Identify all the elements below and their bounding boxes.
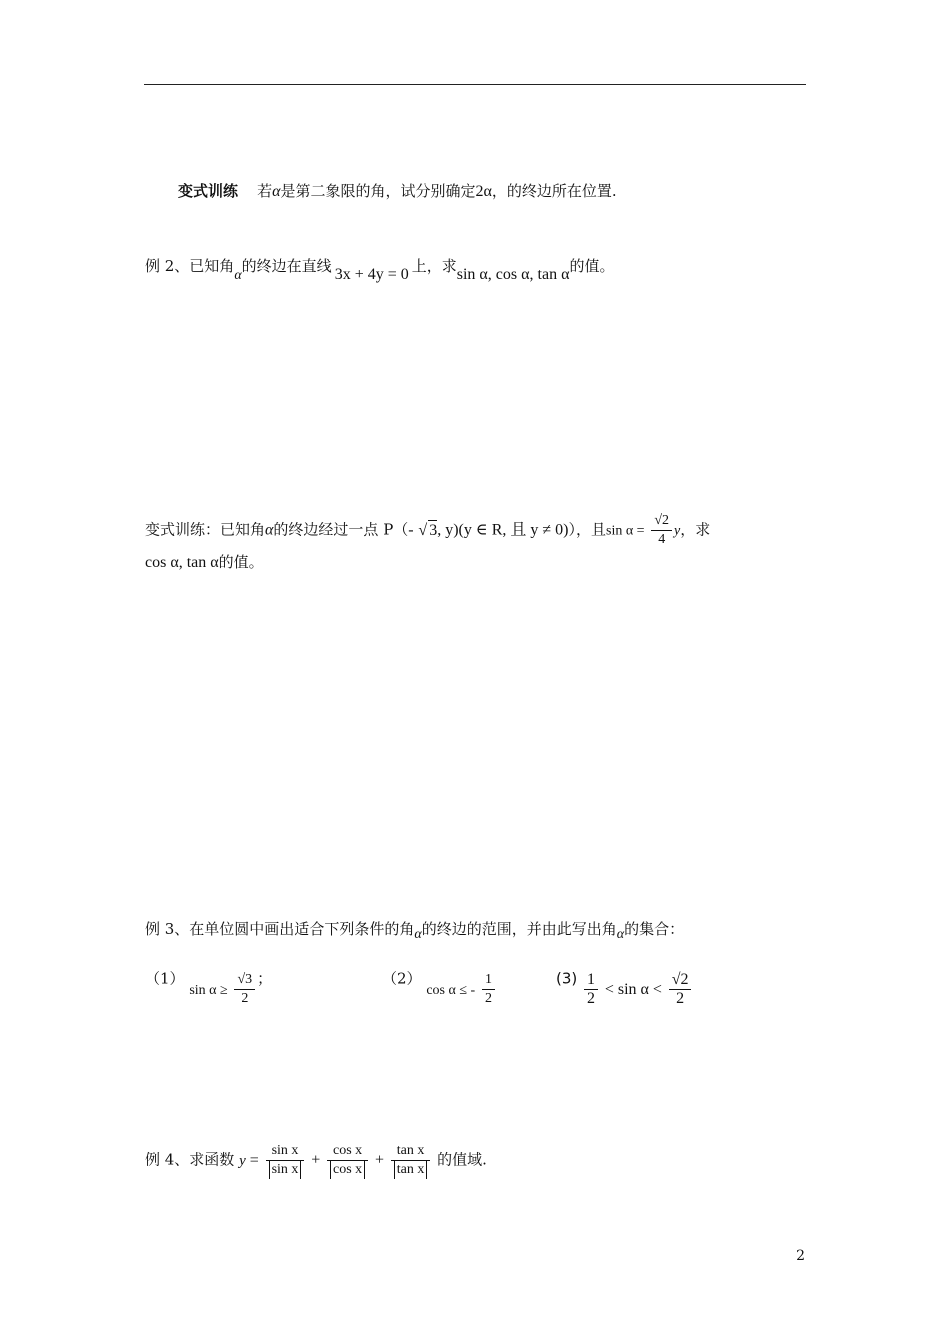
math-plus: + <box>374 1151 384 1169</box>
fraction-sqrt2-over-4: $\frac{√2}{4}$ <box>651 512 672 549</box>
fraction-sqrt2-over-2: $\frac{√2}{2}$ <box>669 971 692 1008</box>
math-functions: sin α, cos α, tan α <box>456 266 570 283</box>
example-2 <box>145 256 615 283</box>
text: 的值。 <box>569 257 615 275</box>
math-alpha: α <box>234 268 242 283</box>
math-equation: 3x + 4y = 0 <box>334 266 409 283</box>
text: 例 4、求函数 <box>145 1150 235 1169</box>
math-2alpha: 2α <box>475 183 492 200</box>
variant-training-1 <box>178 181 617 202</box>
text: 上，求 <box>411 257 457 275</box>
math-y: y <box>674 523 681 539</box>
math-sin: sin α = <box>606 523 645 539</box>
item-label: （1） <box>145 969 185 988</box>
text: 的集合： <box>624 920 685 938</box>
math-y-eq: y = <box>239 1151 259 1169</box>
example-3-item-3 <box>556 961 693 1007</box>
text: ，的终边所在位置. <box>491 182 617 200</box>
text: 若 <box>257 182 273 200</box>
item-label: （2） <box>382 969 422 988</box>
text: 的值。 <box>218 553 264 571</box>
math-plus: + <box>311 1151 321 1169</box>
example-3-item-2 <box>382 961 497 1006</box>
math-alpha: α <box>265 521 274 539</box>
fraction-tanx-over-abs-tanx: $\frac{\text{tan x}}{\text{tan x}}$ <box>391 1142 431 1179</box>
text: ），且 <box>568 520 606 539</box>
math-inequality: < sin α < <box>604 980 662 998</box>
math-alpha: α <box>272 183 281 200</box>
item-label: (3) <box>556 969 578 988</box>
variant-training-2-line2 <box>145 552 264 573</box>
math-lhs: sin α ≥ <box>189 982 228 998</box>
text: 例 2、已知角 <box>145 257 235 275</box>
fraction-1-over-2: $\frac{1}{2}$ <box>482 971 495 1008</box>
fraction-sinx-over-abs-sinx: $\frac{\text{sin x}}{\text{sin x}}$ <box>266 1142 305 1179</box>
math-alpha: α <box>414 927 422 942</box>
text: 的终边在直线 <box>241 257 332 275</box>
text: 例 3、在单位圆中画出适合下列条件的角 <box>145 920 415 938</box>
fraction-sqrt3-over-2: $\frac{√3}{2}$ <box>234 971 255 1008</box>
text: ，求 <box>680 520 711 539</box>
text: 变式训练：已知角 <box>145 520 266 539</box>
header-rule <box>144 84 806 85</box>
text: 的终边的范围，并由此写出角 <box>421 920 617 938</box>
math-lhs: cos α ≤ - <box>426 982 476 998</box>
math-point: , y)(y ∈ R, 且 y ≠ 0) <box>437 521 569 539</box>
math-sqrt3: 3 <box>429 521 438 539</box>
example-4 <box>145 1142 487 1179</box>
text: 的值域. <box>437 1150 487 1169</box>
math-minus: - <box>408 521 414 539</box>
example-3-item-1 <box>145 961 273 1006</box>
text: ； <box>257 969 273 988</box>
fraction-cosx-over-abs-cosx: $\frac{\text{cos x}}{\text{cos x}}$ <box>327 1142 368 1179</box>
math-alpha: α <box>616 927 625 942</box>
example-3 <box>145 919 684 941</box>
variant-training-2: 变式训练：已知角α的终边经过一点 P（- √ 3, y)(y ∈ R, 且 y ≠ 0)），且sin α = $\frac{√2}{4}$ y，求 <box>145 513 711 547</box>
page-number: 2 <box>796 1248 805 1264</box>
fraction-1-over-2: $\frac{1}{2}$ <box>584 971 598 1008</box>
variant-label: 变式训练 <box>178 182 239 200</box>
text: 是第二象限的角，试分别确定 <box>280 182 476 200</box>
math-functions: cos α, tan α <box>145 554 219 571</box>
text: 的终边经过一点 P（ <box>273 520 409 539</box>
